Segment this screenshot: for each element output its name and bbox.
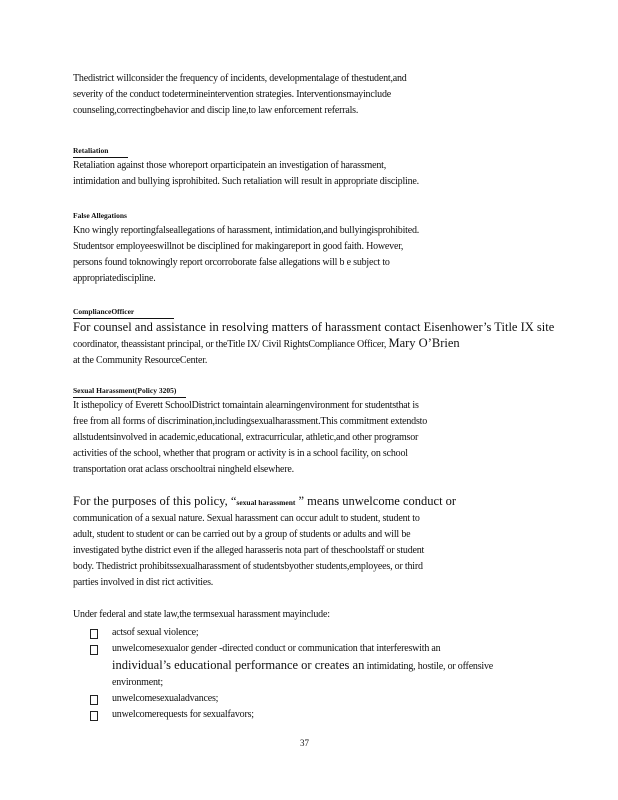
text-line: allstudentsinvolved in academic,educational, extracurricular, athletic,and other programsor (73, 432, 419, 443)
text-line: Under federal and state law,the termsexual harassment mayinclude: (73, 609, 330, 620)
text-line: at the Community ResourceCenter. (73, 355, 208, 366)
bullet-box-icon (90, 629, 98, 639)
text-line: severity of the conduct todetermineintervention strategies. Interventionsmayinclude (73, 89, 392, 100)
list-item (90, 691, 550, 707)
text-line: appropriatediscipline. (73, 273, 156, 284)
text-line: free from all forms of discrimination,includingsexualharassment.This commitment extendsto (73, 416, 428, 427)
text-line: adult, student to student or can be carried out by a group of students or adults and will be (73, 529, 411, 540)
text-line: activities of the school, whether that program or activity is in a school facility, on school (73, 448, 408, 459)
section-heading: Sexual Harassment(Policy 3205) (73, 385, 186, 398)
text-line: Thedistrict willconsider the frequency of incidents, developmentalage of thestudent,and (73, 73, 407, 84)
list-item-text: intimidating, hostile, or offensive (364, 661, 494, 672)
text-line (73, 335, 548, 353)
officer-name: Mary O’Brien (388, 336, 460, 350)
list-item-text: environment; (112, 677, 163, 688)
list-item (90, 707, 550, 723)
text-line: Retaliation against those whoreport orparticipatein an investigation of harassment, (73, 160, 387, 171)
harassment-types-list (90, 625, 550, 723)
list-item-text: actsof sexual violence; (112, 627, 199, 638)
text-line: investigated bythe district even if the alleged harasseris nota part of theschoolstaff or student (73, 545, 425, 556)
text-line (73, 493, 548, 511)
list-item-text: unwelcomesexualadvances; (112, 693, 219, 704)
text-line: communication of a sexual nature. Sexual harassment can occur adult to student, student to (73, 513, 420, 524)
bullet-box-icon (90, 645, 98, 655)
list-item (90, 641, 550, 691)
bullet-box-icon (90, 695, 98, 705)
federal-law-intro (73, 607, 548, 623)
text-line: For counsel and assistance in resolving matters of harassment contact Eisenhower’s Title IX site (73, 320, 555, 334)
text-line: counseling,correctingbehavior and discip line,to law enforcement referrals. (73, 105, 359, 116)
text-span: coordinator, theassistant principal, or theTitle IX/ Civil RightsCompliance Officer, (73, 339, 389, 350)
text-line: Kno wingly reportingfalseallegations of harassment, intimidation,and bullyingisprohibited. (73, 225, 420, 236)
section-heading: ComplianceOfficer (73, 306, 174, 319)
section-heading: Retaliation (73, 145, 128, 158)
retaliation-section (73, 140, 548, 190)
text-span: ” means unwelcome conduct or (295, 494, 457, 508)
text-line: body. Thedistrict prohibitssexualharassment of studentsbyother students,employees, or third (73, 561, 423, 572)
intro-paragraph (73, 71, 548, 119)
list-item-text: unwelcomesexualor gender -directed conduct or communication that interfereswith an (112, 643, 441, 654)
list-item-text: unwelcomerequests for sexualfavors; (112, 709, 254, 720)
list-item (90, 625, 550, 641)
purposes-paragraph (73, 493, 548, 591)
text-line: Studentsor employeeswillnot be disciplined for makingareport in good faith. However, (73, 241, 404, 252)
false-allegations-section (73, 205, 548, 287)
text-line: persons found toknowingly report orcorroborate false allegations will b e subject to (73, 257, 390, 268)
text-line: It isthepolicy of Everett SchoolDistrict tomaintain alearningenvironment for studentsthat is (73, 400, 419, 411)
text-span: For the purposes of this policy, “ (73, 494, 237, 508)
section-heading: False Allegations (73, 211, 127, 220)
page-number: 37 (300, 738, 309, 748)
text-line: intimidation and bullying isprohibited. Such retaliation will result in appropriate discipline. (73, 176, 419, 187)
list-item-text: individual’s educational performance or creates an (112, 658, 365, 672)
sexual-harassment-policy-section (73, 380, 548, 478)
text-line: parties involved in dist rict activities. (73, 577, 214, 588)
defined-term: sexual harassment (236, 498, 296, 507)
bullet-box-icon (90, 711, 98, 721)
compliance-officer-section (73, 301, 555, 369)
text-line: transportation orat aclass orschooltrai ningheld elsewhere. (73, 464, 294, 475)
